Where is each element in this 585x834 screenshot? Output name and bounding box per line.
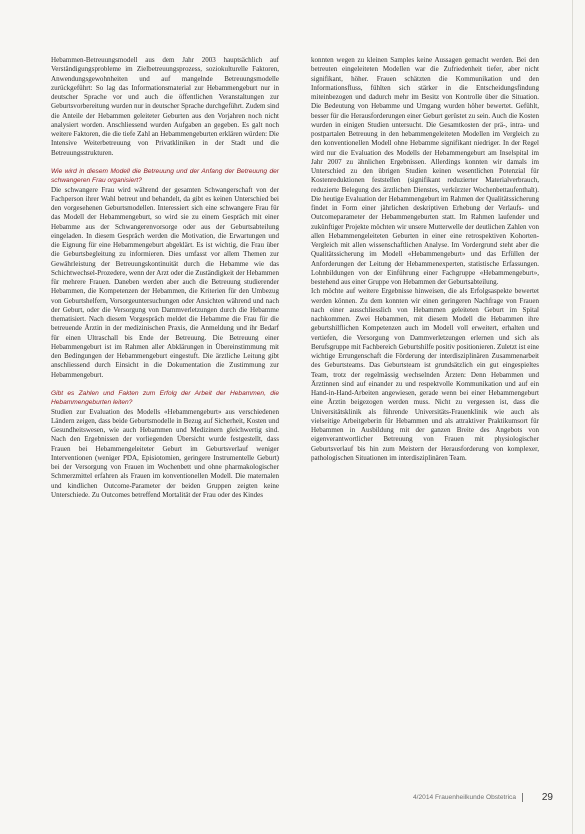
paragraph-gap bbox=[51, 380, 279, 389]
body-paragraph: konnten wegen zu kleinen Samples keine Aussagen gemacht werden. Bei den betreuten eingeleiteten Modellen war die Zufriedenheit tiefer, aber nicht signifikant, höher. Frauen schätzten die Kommunikation und den Informationsfluss, fühlten sich stärker in die Entscheidungsfindung miteinbezogen und dadurch mehr im Besitz von Kontrolle über die Situation. Die Bedeutung von Hebamme und Umgang wurden höher bewertet. Gefühlt, besser für die Herausforderungen einer Geburt gerüstet zu sein. Auch die Kosten wurden in einigen Studien untersucht. Die Gesamtkosten der prä-, intra- und postpartalen Betreuung in den hebammengeleiteten Modellen im Vergleich zu den konventionellen Modell ohne Hebamme signifikant niedriger. In der Regel wird nur die Evaluation des Modells der Hebammengeburt am Inselspital im Jahr 2007 zu ähnlichen Ergebnissen. Allerdings konnten wir damals im Unterschied zu den übrigen Studien keinen wesentlichen Potenzial für Kostenreduktionen feststellen (signifikant reduzierter Materialverbrauch, reduzierte Belegung des ärztlichen Dienstes, verkürzter Wochenbettaufenthalt). Die heutige Evaluation der Hebammengeburt im Rahmen der Qualitätssicherung findet in Form einer jährlichen deskriptiven Erhebung der Verlaufs- und Outcomeparameter der Hebammengeburten statt. Im Rahmen laufender und zukünftiger Projekte möchten wir unsere Mutterwelle der deutlichen Zahlen von allen Hebammengeleiteten Geburten in einer eine retrospektiven Kohorten-Vergleich mit allen wissenschaftlichen Analyse. Im Vordergrund steht aber die Qualitätssicherung im Modell «Hebammengeburt» und das Erfüllen der Anforderungen der Leitung der Hebammenexperten, statistische Erfassungen. Lohnbildungen von der Einführung einer Fachgruppe «Hebammengeburt», bestehend aus einer Gruppe von Hebammen der Geburtsabteilung. bbox=[311, 56, 539, 286]
scan-edge-line bbox=[572, 0, 573, 834]
page-number: 29 bbox=[541, 791, 553, 803]
journal-reference: 4/2014 Frauenheilkunde Obstetrica bbox=[413, 793, 517, 801]
page-footer bbox=[413, 791, 553, 803]
paragraph-gap bbox=[51, 158, 279, 167]
body-paragraph: Ich möchte auf weitere Ergebnisse hinweisen, die als Erfolgsaspekte bewertet werden können. Zu dem konnten wir einen geringeren Nachfrage von Frauen nach einer ausschliesslich von Hebammen geleiteten Geburt im Spital nachkommen. Zwei Hebammen, mit diesem Modell die Hebammen ihre geburtshilflichen Kompetenzen auch im Modell voll erweitert, erhalten und vertiefen, die Versorgung von Dammverletzungen erlernen und sich als Berufsgruppe mit Fachbereich Geburtshilfe positiv positionieren. Zuletzt ist eine wichtige Errungenschaft die Förderung der interdisziplinären Zusammenarbeit des Geburtsteams. Das Geburtsteam ist grundsätzlich ein gut eingespieltes Team, trotz der regelmässig wechselnden Ärzten: Denn Hebammen und Ärztinnen sind auf einander zu und respektvolle Kommunikation und auf ein Hand-in-Hand-Arbeiten angewiesen, gerade wenn bei einer Hebammengeburt eine Ärztin beigezogen werden muss. Nicht zu vergessen ist, dass die Universitätsklinik als führende Universitäts-Frauenklinik wie auch als vielseitige Arbeitgeberin für Hebammen und als attraktiver Praktikumsort für Hebammen in Ausbildung mit der ganzen Breite des Angebots von eigenverantwortlicher Betreuung von Frauen mit physiologischer Geburtsverlauf bis hin zum Meistern der Herausforderung von komplexer, pathologischen Situationen im interdisziplinären Team. bbox=[311, 287, 539, 462]
body-paragraph: Studien zur Evaluation des Modells «Hebammengeburt» aus verschiedenen Ländern zeigen, dass beide Geburtsmodelle in Bezug auf Sicherheit, Kosten und Gesundheitswesen, wie auch Hebammen und Medizinern gleichwertig sind. Nach den Ergebnissen der vorliegenden Übersicht wurde festgestellt, dass Frauen bei Hebammengeleiteter Geburt im Geburtsverlauf weniger Interventionen (weniger PDA, Episiotomien, geringere Instrumentelle Geburt) bei der Versorgung von Frauen im Wochenbett und ohne pharmakologischer Schmerzmittel erfahren als Frauen im konventionellen Modell. Die maternalen und kindlichen Outcome-Parameter der beiden Gruppen zeigten keine Unterschiede. Zu Outcomes betreffend Mortalität der Frau oder des Kindes bbox=[51, 407, 279, 499]
body-paragraph: Die schwangere Frau wird während der gesamten Schwangerschaft von der Fachperson ihrer Wahl betreut und behandelt, da gibt es keinen Unterschied bei den vorgesehenen Geburtsmodellen. Interessiert sich eine schwangere Frau für das Modell der Hebammengeburt, so wird sie zu einem Gespräch mit einer Hebamme aus der Schwangerenvorsorge oder aus der Geburtsabteilung eingeladen. In diesem Gespräch werden die Motivation, die Erwartungen und die Eignung für eine Hebammengeburt abgeklärt. Es ist wichtig, die Frau über die Geburtsbegleitung zu informieren. Dies umfasst vor allem Themen zur Gewährleistung der Betreuungskontinuität durch die Hebamme wie das Schichtwechsel-Prozedere, wenn der Arzt oder die Zuständigkeit der Hebammen für mehrere Frauen. Daneben werden aber auch die Betreuung studierender Hebammen, die Kompetenzen der Hebammen, die Kriterien für den Umbezug von Geburtshelfern, Vorsorgeuntersuchungen oder Ansichten während und nach der Geburt, oder die Versorgung von Dammverletzungen durch die Hebamme thematisiert. Nach diesem Vorgespräch meldet die Hebamme die Frau für die betreuende Ärztin in der medizinischen Praxis, die Anmeldung und ihr Bedarf für einen Ultraschall bis Ende der Betreuung. Die Betreuung einer Hebammengeburt ist im Rahmen aller Abklärungen in Übereinstimmung mit den Bedingungen der Hebammengeburt eingestuft. Die ärztliche Leitung gibt anschliessend durch Einsicht in die Dokumentation die Zustimmung zur Hebammengeburt. bbox=[51, 185, 279, 379]
footer-divider bbox=[522, 793, 523, 802]
body-paragraph: Hebammen-Betreuungsmodell aus dem Jahr 2003 hauptsächlich auf Verständigungsprobleme im Zielbetreuungsprozess, soziokulturelle Faktoren, Anwendungsgewohnheiten und auf mangelnde Betreuungsmodelle zurückgeführt: So lag das Informationsmaterial zur Hebammengeburt nur in deutscher Sprache vor und auch die öffentlichen Veranstaltungen zur Geburtsvorbereitung wurden nur in deutscher Sprache durchgeführt. Zudem sind die Anteile der Hebammen geleiteter Geburten aus den Vorjahren noch nicht analysiert worden. Anschliessend wurden Aufgaben an gegeben. Es galt noch weitere Faktoren, die die tiefe Zahl an Hebammengeburten erklären würden: Die Intensive Weiterbetreuung von Privatkliniken in der Stadt und die Betreuungsstrukturen. bbox=[51, 56, 279, 157]
section-heading: Wie wird in diesem Modell die Betreuung und der Anfang der Betreuung der schwangeren Frau organisiert? bbox=[51, 168, 279, 185]
right-column bbox=[311, 56, 539, 463]
section-heading: Gibt es Zahlen und Fakten zum Erfolg der Arbeit der Hebammen, die Hebammengeburten leiten? bbox=[51, 390, 279, 407]
left-column bbox=[51, 56, 279, 500]
